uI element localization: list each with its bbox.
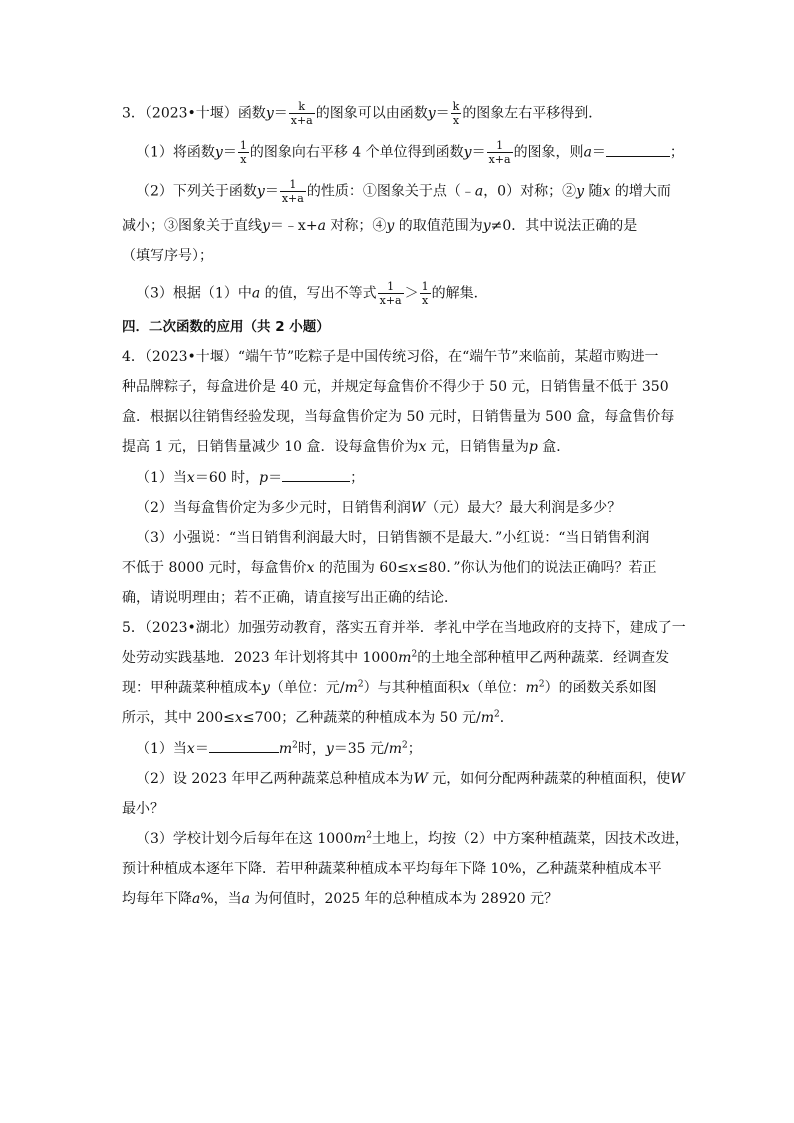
answer-blank[interactable] <box>209 738 279 753</box>
q5-line-3: 现：甲种蔬菜种植成本y（单位：元$/m^2$）与其种植面积x（单位：$m^2$）的函数关系如图 <box>122 679 657 696</box>
q5-part-3-line-2: 预计种植成本逐年下降．若甲种蔬菜种植成本平均每年下降 10%，乙种蔬菜种植成本平 <box>122 861 662 877</box>
q5-line-2: 处劳动实践基地．2023 年计划将其中 $1000m^2$的土地全部种植甲乙两种蔬菜．经调查发 <box>122 649 670 666</box>
q3-number: 3． <box>122 105 145 122</box>
q3-part-1: （1）将函数y＝ $\frac{1}{x}$ 的图象向右平移 4 个单位得到函数y＝ $\frac{1}{x+a}$ 的图象，则a＝ ； <box>136 139 684 166</box>
q4-line-1: 4．（2023•十堰）“端午节”吃粽子是中国传统习俗，在“端午节”来临前，某超市购进一 <box>122 349 659 365</box>
fraction: $\frac{k}{x}$ <box>452 100 460 127</box>
fraction: $\frac{k}{x+a}$ <box>290 100 313 127</box>
q4-line-4: 提高 1 元，日销售量减少 10 盒．设每盒售价为x 元，日销售量为p 盒． <box>122 439 571 455</box>
q5-part-2-line-2: 最小？ <box>122 801 164 817</box>
q3-source: （2023•十堰） <box>144 105 238 122</box>
fraction: $\frac{1}{x}$ <box>239 139 247 166</box>
q5-line-1: 5．（2023•湖北）加强劳动教育，落实五育并举．孝礼中学在当地政府的支持下，建成了一 <box>122 620 686 636</box>
q4-line-2: 种品牌粽子，每盒进价是 40 元，并规定每盒售价不得少于 50 元，日销售量不低于 350 <box>122 379 669 395</box>
fraction: $\frac{1}{x}$ <box>421 280 429 307</box>
q5-number: 5． <box>122 620 145 636</box>
fraction: $\frac{1}{x+a}$ <box>281 178 304 205</box>
q4-part-3-line-3: 确，请说明理由；若不正确，请直接写出正确的结论． <box>122 590 458 606</box>
q4-part-3: （3）小强说：“当日销售利润最大时，日销售额不是最大．”小红说：“当日销售利润 <box>136 530 650 546</box>
answer-blank[interactable] <box>606 142 670 157</box>
q5-part-3: （3）学校计划今后每年在这 $1000m^2$土地上，均按（2）中方案种植蔬菜，因技术改进， <box>136 830 689 847</box>
q4-part-1: （1）当x＝60 时，p＝ ； <box>122 467 682 488</box>
q5-part-3-line-3: 均每年下降a%，当a 为何值时，2025 年的总种植成本为 28920 元？ <box>122 891 558 907</box>
fraction: $\frac{1}{x+a}$ <box>379 280 402 307</box>
q3-part-2-line-3: （填写序号）； <box>122 248 213 264</box>
q4-source: （2023•十堰） <box>144 349 238 365</box>
content <box>122 100 689 909</box>
q3-part-2-line-2: 减小；③图象关于直线y＝﹣x+a 对称；④y 的取值范围为y≠0．其中说法正确的是 <box>122 218 638 234</box>
q4-line-3: 盒．根据以往销售经验发现，当每盒售价定为 50 元时，日销售量为 500 盒，每盒售价每 <box>122 409 675 425</box>
section-heading: 四．二次函数的应用（共 2 小题） <box>122 319 330 335</box>
q3-part-2: （2）下列关于函数y＝ $\frac{1}{x+a}$ 的性质：①图象关于点（﹣a，0）对称；②y 随x 的增大而 <box>136 178 671 205</box>
q3-line-1: 3．（2023•十堰）函数y＝ $\frac{k}{x+a}$ 的图象可以由函数y＝ $\frac{k}{x}$ 的图象左右平移得到． <box>122 100 603 127</box>
q5-part-2: （2）设 2023 年甲乙两种蔬菜总种植成本为W 元，如何分配两种蔬菜的种植面积，使W <box>136 771 685 787</box>
answer-blank[interactable] <box>282 467 350 482</box>
q4-number: 4． <box>122 349 145 365</box>
q5-part-1: （1）当$x= m^2$时，y＝35 元$/m^2$； <box>122 738 682 759</box>
q5-source: （2023•湖北） <box>144 620 238 636</box>
q4-part-2: （2）当每盒售价定为多少元时，日销售利润W（元）最大？最大利润是多少？ <box>136 500 622 516</box>
q3-part-3: （3）根据（1）中a 的值，写出不等式 $\frac{1}{x+a}$ ＞ $\frac{1}{x}$ 的解集． <box>136 280 488 307</box>
q4-part-3-line-2: 不低于 8000 元时，每盒售价x 的范围为 60≤x≤80．”你认为他们的说法正确吗？若正 <box>122 560 657 576</box>
fraction: $\frac{1}{x+a}$ <box>488 139 511 166</box>
q5-line-4: 所示，其中 200≤x≤700；乙种蔬菜的种植成本为 50 元$/m^2$． <box>122 709 514 726</box>
